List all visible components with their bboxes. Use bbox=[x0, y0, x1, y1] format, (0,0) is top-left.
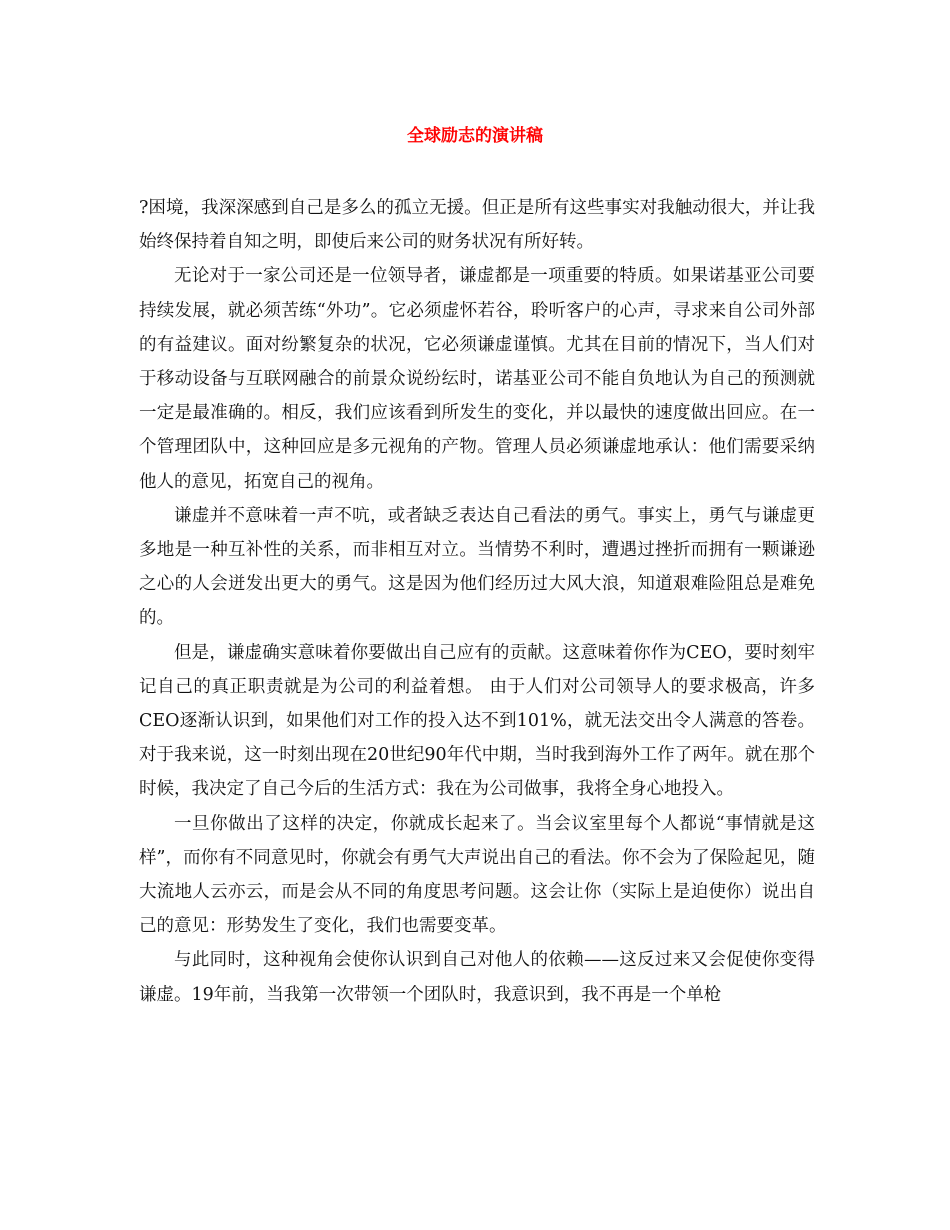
document-title: 全球励志的演讲稿 bbox=[407, 126, 543, 146]
paragraph-5: 一旦你做出了这样的决定，你就成长起来了。当会议室里每个人都说“事情就是这样”，而你有不同意见时，你就会有勇气大声说出自己的看法。你不会为了保险起见，随大流地人云亦云，而是会从不同的角度思考问题。这会让你（实际上是迫使你）说出自己的意见：形势发生了变化，我们也需要变革。 bbox=[139, 813, 815, 937]
document-body bbox=[139, 191, 815, 1012]
paragraph-4: 但是，谦虚确实意味着你要做出自己应有的贡献。这意味着你作为CEO，要时刻牢记自己的真正职责就是为公司的利益着想。 由于人们对公司领导人的要求极高，许多CEO逐渐认识到，如果他们对工作的投入达不到101%，就无法交出令人满意的答卷。对于我来说，这一时刻出现在20世纪90年代中期，当时我到海外工作了两年。就在那个时候，我决定了自己今后的生活方式：我在为公司做事，我将全身心地投入。 bbox=[139, 642, 815, 800]
paragraph-2: 无论对于一家公司还是一位领导者，谦虚都是一项重要的特质。如果诺基亚公司要持续发展，就必须苦练“外功”。它必须虚怀若谷，聆听客户的心声，寻求来自公司外部的有益建议。面对纷繁复杂的状况，它必须谦虚谨慎。尤其在目前的情况下，当人们对于移动设备与互联网融合的前景众说纷纭时，诺基亚公司不能自负地认为自己的预测就一定是最准确的。相反，我们应该看到所发生的变化，并以最快的速度做出回应。在一个管理团队中，这种回应是多元视角的产物。管理人员必须谦虚地承认：他们需要采纳他人的意见，拓宽自己的视角。 bbox=[139, 266, 815, 492]
paragraph-6: 与此同时，这种视角会使你认识到自己对他人的依赖——这反过来又会促使你变得谦虚。19年前，当我第一次带领一个团队时，我意识到，我不再是一个单枪 bbox=[139, 950, 815, 1005]
paragraph-3: 谦虚并不意味着一声不吭，或者缺乏表达自己看法的勇气。事实上，勇气与谦虚更多地是一种互补性的关系，而非相互对立。当情势不利时，遭遇过挫折而拥有一颗谦逊之心的人会迸发出更大的勇气。这是因为他们经历过大风大浪，知道艰难险阻总是难免的。 bbox=[139, 505, 815, 629]
paragraph-1: ?困境，我深深感到自己是多么的孤立无援。但正是所有这些事实对我触动很大，并让我始终保持着自知之明，即使后来公司的财务状况有所好转。 bbox=[139, 198, 815, 253]
